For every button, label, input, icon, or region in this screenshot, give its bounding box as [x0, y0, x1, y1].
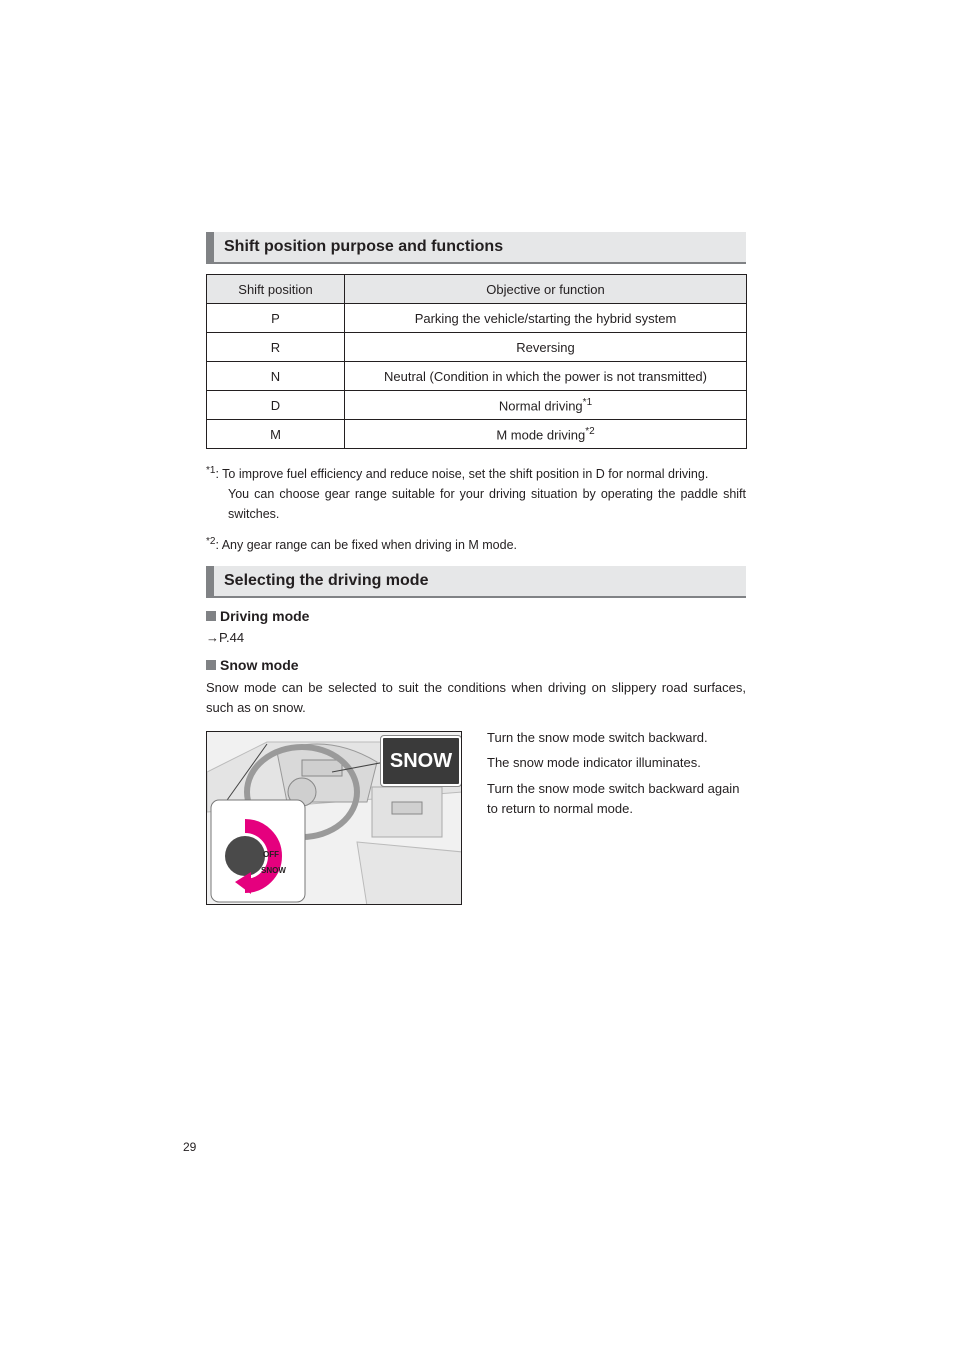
footnote-text: : Any gear range can be fixed when driving in M mode. — [215, 538, 518, 553]
step-text: The snow mode indicator illuminates. — [487, 755, 701, 770]
function-text: Reversing — [516, 339, 575, 355]
footnote-text: : To improve fuel efficiency and reduce noise, set the shift position in D for normal driving. — [215, 467, 709, 482]
footnote-marker: *2 — [206, 536, 216, 547]
step-text: Turn the snow mode switch backward. — [487, 730, 708, 745]
step-text: Turn the snow mode switch backward again to return to normal mode. — [487, 781, 740, 816]
switch-label-off: OFF — [263, 850, 279, 859]
section-header-bar — [206, 566, 214, 596]
table-row — [207, 333, 747, 362]
column-header-objective: Objective or function — [345, 275, 747, 304]
section-header-bar — [206, 232, 214, 262]
function-text: M mode driving — [496, 427, 586, 443]
shift-position-cell: D — [207, 391, 345, 420]
shift-position-cell: R — [207, 333, 345, 362]
function-cell — [345, 333, 747, 362]
table-row — [207, 391, 747, 420]
footnote-1 — [206, 461, 746, 524]
snow-indicator-label: SNOW — [389, 749, 453, 772]
snow-mode-heading — [206, 657, 299, 673]
snow-mode-description: Snow mode can be selected to suit the conditions when driving on slippery road surfaces, such as on snow. — [206, 680, 746, 715]
square-bullet-icon — [206, 660, 216, 670]
function-cell — [345, 304, 747, 333]
function-text: Normal driving — [498, 398, 583, 414]
function-text: Parking the vehicle/starting the hybrid system — [414, 310, 677, 326]
heading-text: Snow mode — [220, 657, 299, 673]
shift-position-table — [206, 274, 747, 449]
page-reference-link[interactable]: →P.44 — [206, 630, 245, 645]
driving-mode-heading — [206, 608, 309, 624]
function-cell — [345, 391, 747, 420]
section-title: Selecting the driving mode — [224, 572, 429, 589]
square-bullet-icon — [206, 611, 216, 621]
footnote-marker: *1 — [206, 465, 216, 476]
section-header-driving-mode — [206, 566, 746, 598]
footnote-marker: *1 — [582, 396, 593, 408]
switch-label-snow: SNOW — [261, 866, 286, 875]
column-header-shift-position: Shift position — [207, 275, 345, 304]
function-text: Neutral (Condition in which the power is not transmitted) — [384, 368, 707, 384]
shift-position-cell: N — [207, 362, 345, 391]
table-row — [207, 362, 747, 391]
shift-position-cell: P — [207, 304, 345, 333]
snow-mode-switch-illustration — [206, 731, 462, 905]
footnote-continuation: You can choose gear range suitable for your driving situation by operating the paddle shift switches. — [228, 487, 746, 522]
section-header-shift — [206, 232, 746, 264]
shift-position-cell: M — [207, 420, 345, 449]
table-row — [207, 420, 747, 449]
snow-indicator-display — [381, 736, 461, 786]
table-row — [207, 304, 747, 333]
footnote-marker: *2 — [585, 425, 595, 437]
footnote-2 — [206, 532, 746, 555]
table-header-row — [207, 275, 747, 304]
page-number: 29 — [183, 1140, 197, 1154]
heading-text: Driving mode — [220, 608, 310, 624]
function-cell — [345, 420, 747, 449]
function-cell — [345, 362, 747, 391]
section-title: Shift position purpose and functions — [224, 238, 504, 255]
